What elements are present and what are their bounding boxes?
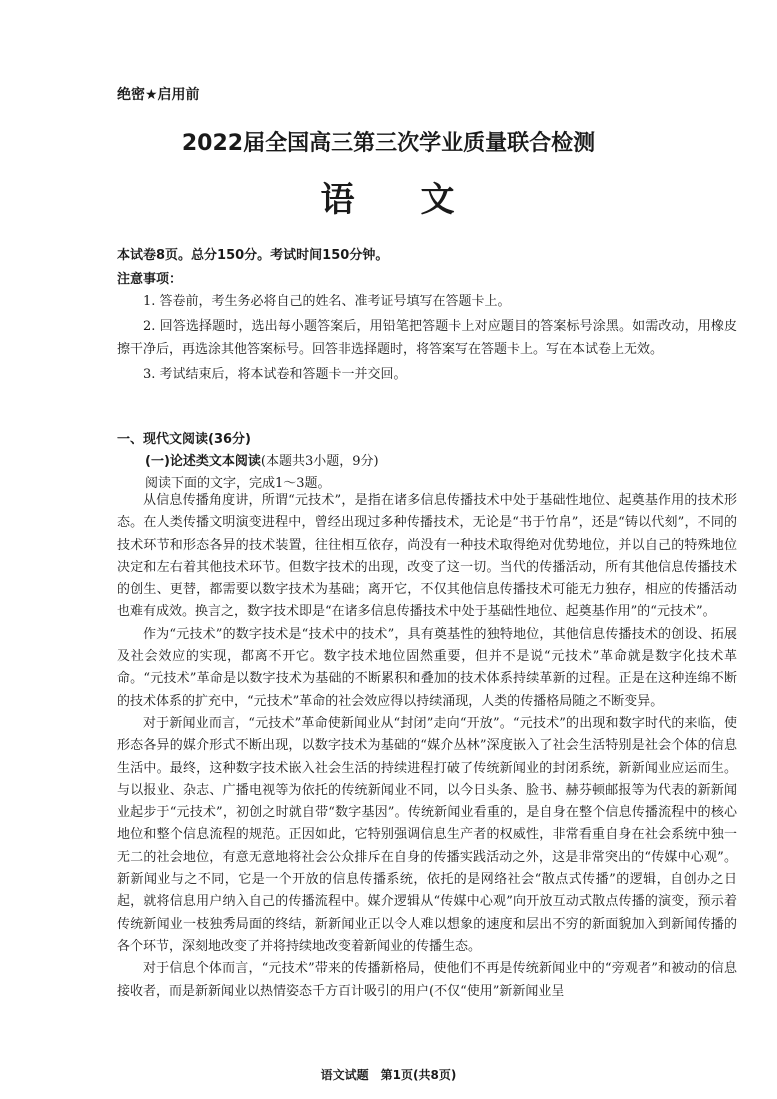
subsection-note: (本题共3小题，9分) bbox=[260, 454, 379, 469]
notice-title: 注意事项： bbox=[117, 272, 183, 287]
exam-info: 本试卷8页。总分150分。考试时间150分钟。 bbox=[117, 248, 389, 263]
notice-item: 1. 答卷前，考生务必将自己的姓名、准考证号填写在答题卡上。 bbox=[143, 294, 511, 309]
exam-title: 2022届全国高三第三次学业质量联合检测 bbox=[181, 131, 596, 156]
page-footer: 语文试题 第1页(共8页) bbox=[320, 1068, 457, 1082]
subsection-title bbox=[145, 450, 379, 469]
notice-item: 3. 考试结束后，将本试卷和答题卡一并交回。 bbox=[143, 367, 407, 382]
subsection-bold: (一)论述类文本阅读 bbox=[145, 454, 261, 469]
subject-title bbox=[0, 172, 777, 221]
article-paragraph: 作为“元技术”的数字技术是“技术中的技术”，具有奠基性的独特地位，其他信息传播技术的创设、拓展及社会效应的实现，都离不开它。数字技术地位固然重要，但并不是说“元技术”革命就是数字化技术革命。“元技术”革命是以数字技术为基础的不断累积和叠加的技术体系持续革新的过程。正是在这种连绵不断的技术体系的扩充中，“元技术”革命的社会效应得以持续涌现，人类的传播格局随之不断变异。 bbox=[117, 626, 737, 709]
subject-char-1: 语 bbox=[320, 180, 357, 220]
section-title: 一、现代文阅读(36分) bbox=[117, 432, 251, 447]
notice-item: 2. 回答选择题时，选出每小题答案后，用铅笔把答题卡上对应题目的答案标号涂黑。如需改动，用橡皮擦干净后，再选涂其他答案标号。回答非选择题时，将答案写在答题卡上。写在本试卷上无效。 bbox=[117, 319, 737, 357]
article-paragraph: 对于信息个体而言，“元技术”带来的传播新格局，使他们不再是传统新闻业中的“旁观者”和被动的信息接收者，而是新新闻业以热情姿态千方百计吸引的用户(不仅“使用”新新闻业呈 bbox=[117, 961, 737, 999]
reading-instruction: 阅读下面的文字，完成1～3题。 bbox=[145, 476, 331, 491]
article-paragraph: 对于新闻业而言，“元技术”革命使新闻业从“封闭”走向“开放”。“元技术”的出现和数字时代的来临，使形态各异的媒介形式不断出现，以数字技术为基础的“媒介丛林”深度嵌入了社会生活特别是社会个体的信息生活中。最终，这种数字技术嵌入社会生活的持续进程打破了传统新闻业的封闭系统，新新闻业应运而生。与以报业、杂志、广播电视等为依托的传统新闻业不同，以今日头条、脸书、赫芬顿邮报等为代表的新新闻业起步于“元技术”，初创之时就自带“数字基因”。传统新闻业看重的，是自身在整个信息传播流程中的核心地位和整个信息流程的规范。正因如此，它特别强调信息生产者的权威性，非常看重自身在社会系统中独一无二的社会地位，有意无意地将社会公众排斥在自身的传播实践活动之外，这是非常突出的“传媒中心观”。新新闻业与之不同，它是一个开放的信息传播系统，依托的是网络社会“散点式传播”的逻辑，自创办之日起，就将信息用户纳入自己的传播流程中。媒介逻辑从“传媒中心观”向开放互动式散点传播的演变，预示着传统新闻业一枝独秀局面的终结，新新闻业正以令人难以想象的速度和层出不穷的新面貌加入到新闻传播的各个环节，深刻地改变了并将持续地改变着新闻业的传播生态。 bbox=[117, 715, 737, 954]
confidential-mark: 绝密★启用前 bbox=[117, 87, 200, 103]
subject-char-2: 文 bbox=[420, 180, 457, 220]
notice-list bbox=[117, 290, 737, 388]
article-body bbox=[117, 490, 737, 1003]
article-paragraph: 从信息传播角度讲，所谓“元技术”，是指在诸多信息传播技术中处于基础性地位、起奠基作用的技术形态。在人类传播文明演变进程中，曾经出现过多种传播技术，无论是“书于竹帛”，还是“铸以代刻”，不同的技术环节和形态各异的技术装置，往往相互依存，尚没有一种技术取得绝对优势地位，并以自己的特殊地位决定和左右着其他技术环节。但数字技术的出现，改变了这一切。当代的传播活动，所有其他信息传播技术的创生、更替，都需要以数字技术为基础；离开它，不仅其他信息传播技术可能无力独存，相应的传播活动也难有成效。换言之，数字技术即是“在诸多信息传播技术中处于基础性地位、起奠基作用”的“元技术”。 bbox=[117, 493, 737, 620]
